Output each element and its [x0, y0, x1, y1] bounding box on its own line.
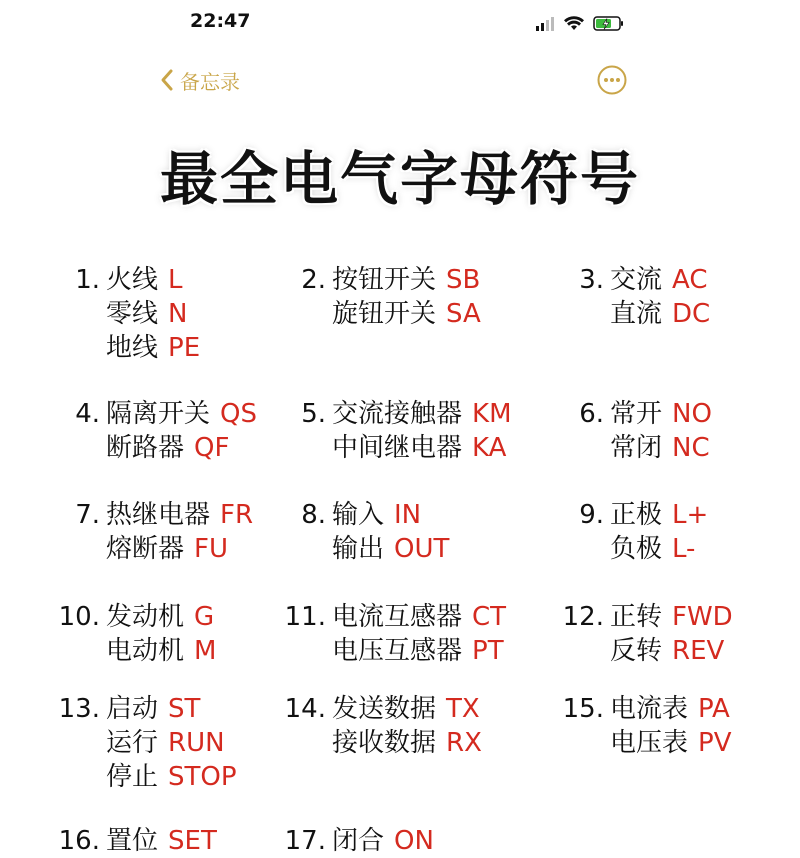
- component-symbol: SA: [446, 299, 481, 329]
- component-name: 电流互感器: [332, 602, 463, 632]
- component-name: 隔离开关: [106, 399, 211, 429]
- entry-lines: [610, 397, 712, 465]
- entry-number: 5.: [301, 399, 326, 429]
- entry-line: [106, 397, 257, 431]
- component-name: 中间继电器: [332, 433, 463, 463]
- component-symbol: FWD: [672, 602, 733, 632]
- entry-number: 3.: [579, 265, 604, 295]
- component-symbol: IN: [394, 500, 422, 530]
- component-name: 电压表: [610, 728, 689, 758]
- component-symbol: QS: [220, 399, 257, 429]
- component-symbol: SB: [446, 265, 481, 295]
- entry-line: [610, 692, 731, 726]
- component-name: 火线: [106, 265, 159, 295]
- entry-number: 8.: [301, 500, 326, 530]
- component-name: 负极: [610, 534, 663, 564]
- component-name: 发送数据: [332, 694, 437, 724]
- signal-icon: [536, 17, 554, 31]
- component-symbol: OUT: [394, 534, 450, 564]
- entry-lines: [106, 824, 217, 858]
- component-symbol: PT: [472, 636, 504, 666]
- entry-lines: [332, 397, 512, 465]
- component-name: 正极: [610, 500, 663, 530]
- entry-line: [332, 634, 506, 668]
- entry-line: [332, 600, 506, 634]
- component-name: 闭合: [332, 826, 385, 856]
- component-symbol: PV: [698, 728, 732, 758]
- more-options-icon[interactable]: [596, 64, 628, 96]
- component-symbol: PA: [698, 694, 730, 724]
- status-bar: [0, 0, 800, 48]
- back-button[interactable]: [160, 62, 240, 98]
- component-name: 置位: [106, 826, 159, 856]
- entry-lines: [106, 692, 237, 794]
- component-symbol: STOP: [168, 762, 237, 792]
- entry-line: [332, 498, 449, 532]
- entry-lines: [332, 824, 434, 858]
- entry-line: [106, 331, 200, 365]
- entry-number: 11.: [284, 602, 326, 632]
- component-symbol: NC: [672, 433, 710, 463]
- entry-lines: [610, 692, 731, 760]
- entry-lines: [610, 263, 710, 331]
- entry-line: [332, 297, 481, 331]
- component-name: 零线: [106, 299, 159, 329]
- entry-number: 15.: [562, 694, 604, 724]
- component-symbol: REV: [672, 636, 725, 666]
- component-name: 输入: [332, 500, 385, 530]
- component-name: 发动机: [106, 602, 185, 632]
- entry-line: [332, 397, 512, 431]
- component-symbol: RX: [446, 728, 482, 758]
- status-time: 22:47: [190, 10, 251, 32]
- component-name: 启动: [106, 694, 159, 724]
- entry-number: 16.: [58, 826, 100, 856]
- component-name: 交流: [610, 265, 663, 295]
- component-name: 反转: [610, 636, 663, 666]
- component-symbol: SET: [168, 826, 217, 856]
- component-symbol: ST: [168, 694, 201, 724]
- component-name: 按钮开关: [332, 265, 437, 295]
- entry-line: [106, 824, 217, 858]
- component-symbol: CT: [472, 602, 507, 632]
- chevron-left-icon: [160, 68, 174, 92]
- component-name: 交流接触器: [332, 399, 463, 429]
- entry-line: [106, 634, 216, 668]
- entry-number: 9.: [579, 500, 604, 530]
- component-symbol: RUN: [168, 728, 225, 758]
- component-symbol: N: [168, 299, 188, 329]
- entry-line: [106, 760, 237, 794]
- entry-line: [332, 824, 434, 858]
- component-symbol: NO: [672, 399, 712, 429]
- component-name: 断路器: [106, 433, 185, 463]
- component-name: 正转: [610, 602, 663, 632]
- component-symbol: L-: [672, 534, 696, 564]
- entry-lines: [610, 600, 733, 668]
- entry-line: [332, 726, 482, 760]
- component-symbol: KM: [472, 399, 512, 429]
- component-symbol: DC: [672, 299, 711, 329]
- entry-lines: [106, 263, 200, 365]
- component-name: 地线: [106, 333, 159, 363]
- entry-number: 17.: [284, 826, 326, 856]
- wifi-icon: [564, 16, 584, 30]
- entry-number: 12.: [562, 602, 604, 632]
- entry-line: [106, 297, 200, 331]
- entry-lines: [332, 600, 506, 668]
- entry-number: 1.: [75, 265, 100, 295]
- component-name: 运行: [106, 728, 159, 758]
- entry-line: [610, 431, 712, 465]
- entry-number: 13.: [58, 694, 100, 724]
- entry-line: [106, 726, 237, 760]
- entry-line: [610, 532, 708, 566]
- entry-line: [610, 297, 710, 331]
- entry-lines: [332, 263, 481, 331]
- component-name: 旋钮开关: [332, 299, 437, 329]
- entry-lines: [106, 498, 253, 566]
- page-title: 最全电气字母符号: [159, 145, 640, 213]
- entry-number: 14.: [284, 694, 326, 724]
- component-symbol: ON: [394, 826, 434, 856]
- component-name: 电压互感器: [332, 636, 463, 666]
- entry-number: 10.: [58, 602, 100, 632]
- status-icons: [534, 12, 630, 34]
- component-name: 常开: [610, 399, 663, 429]
- entry-line: [332, 692, 482, 726]
- entry-lines: [332, 692, 482, 760]
- component-symbol: PE: [168, 333, 201, 363]
- entry-line: [106, 600, 216, 634]
- entry-line: [610, 397, 712, 431]
- component-name: 输出: [332, 534, 385, 564]
- component-name: 电流表: [610, 694, 689, 724]
- component-symbol: KA: [472, 433, 507, 463]
- entry-line: [332, 263, 481, 297]
- entry-line: [332, 431, 512, 465]
- component-symbol: M: [194, 636, 217, 666]
- entry-line: [610, 263, 710, 297]
- entry-lines: [106, 397, 257, 465]
- entry-line: [106, 532, 253, 566]
- component-symbol: L: [168, 265, 183, 295]
- component-symbol: FR: [220, 500, 254, 530]
- component-symbol: TX: [446, 694, 480, 724]
- battery-icon: [594, 17, 623, 30]
- component-name: 停止: [106, 762, 159, 792]
- entry-line: [106, 498, 253, 532]
- entry-number: 6.: [579, 399, 604, 429]
- entry-line: [610, 726, 731, 760]
- back-label: 备忘录: [180, 69, 240, 94]
- component-symbol: AC: [672, 265, 708, 295]
- component-symbol: QF: [194, 433, 230, 463]
- entry-lines: [106, 600, 216, 668]
- component-name: 热继电器: [106, 500, 211, 530]
- nav-bar: [0, 58, 800, 102]
- component-name: 直流: [610, 299, 663, 329]
- component-name: 常闭: [610, 433, 663, 463]
- entry-number: 2.: [301, 265, 326, 295]
- entry-line: [610, 498, 708, 532]
- entry-lines: [610, 498, 708, 566]
- component-name: 接收数据: [332, 728, 437, 758]
- component-name: 电动机: [106, 636, 185, 666]
- entry-line: [106, 431, 257, 465]
- entry-number: 7.: [75, 500, 100, 530]
- entry-line: [332, 532, 449, 566]
- entry-line: [106, 692, 237, 726]
- entry-line: [106, 263, 200, 297]
- entry-line: [610, 634, 733, 668]
- component-symbol: L+: [672, 500, 709, 530]
- component-symbol: G: [194, 602, 215, 632]
- entry-number: 4.: [75, 399, 100, 429]
- entry-line: [610, 600, 733, 634]
- component-symbol: FU: [194, 534, 229, 564]
- entry-lines: [332, 498, 449, 566]
- component-name: 熔断器: [106, 534, 185, 564]
